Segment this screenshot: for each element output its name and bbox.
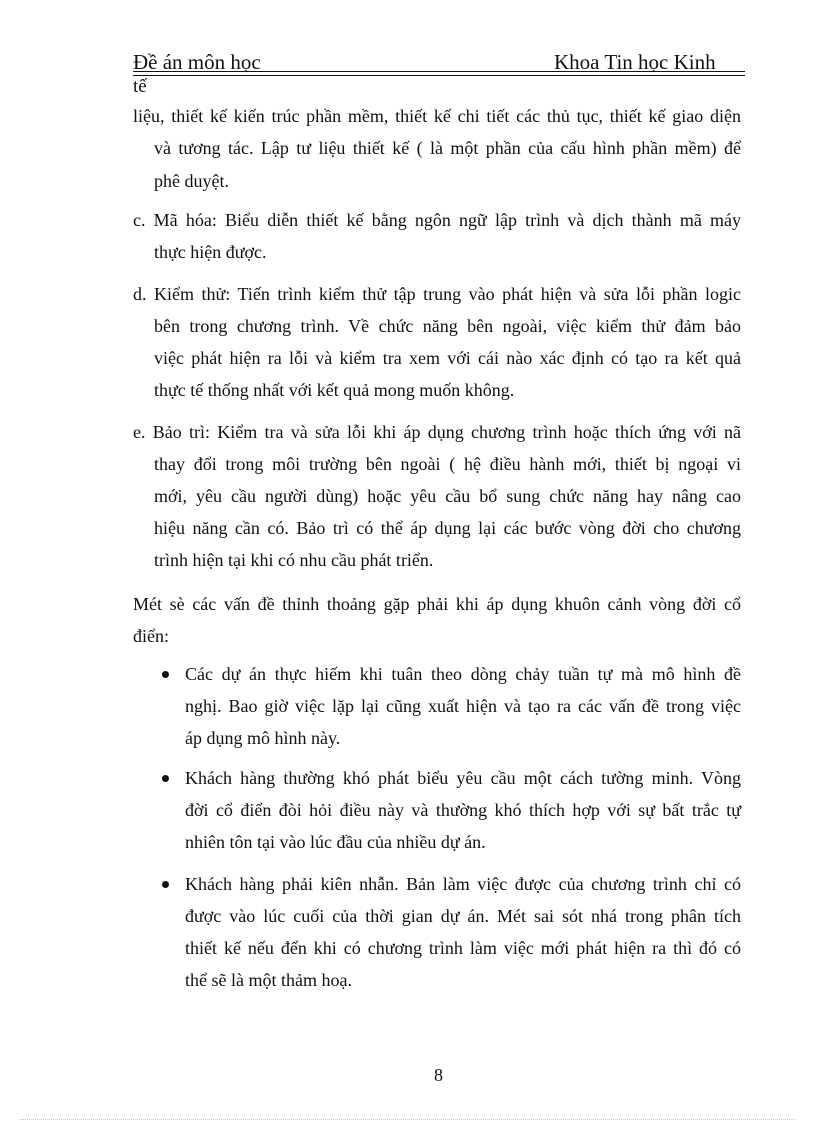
paragraph-line: e. Bảo trì: Kiểm tra và sửa lỗi khi áp dụng chương trình hoặc thích ứng với nã [133, 422, 741, 442]
paragraph-line: phê duyệt. [154, 171, 229, 191]
bullet-line: áp dụng mô hình này. [185, 728, 341, 748]
bullet-icon [162, 775, 169, 782]
paragraph-line: liệu, thiết kế kiến trúc phần mềm, thiết kế chi tiết các thủ tục, thiết kế giao diện [133, 106, 741, 126]
header-faculty: Khoa Tin học Kinh [554, 50, 716, 74]
bullet-icon [162, 881, 169, 888]
bullet-line: thể sẽ là một thảm hoạ. [185, 970, 352, 990]
bullet-line: Khách hàng thường khó phát biểu yêu cầu một cách tường minh. Vòng [185, 768, 741, 788]
paragraph-line: c. Mã hóa: Biểu diễn thiết kế bằng ngôn ngữ lập trình và dịch thành mã máy [133, 210, 741, 230]
bullet-line: thiết kế nếu đến khi có chương trình làm việc mới phát hiện ra thì đó có [185, 938, 741, 958]
header-rule-double [133, 75, 745, 76]
paragraph-line: thực tế thống nhất với kết quả mong muốn không. [154, 380, 515, 400]
paragraph-line: d. Kiểm thử: Tiến trình kiểm thử tập trung vào phát hiện và sửa lỗi phần logic [133, 284, 741, 304]
paragraph-line: thay đổi trong môi trường bên ngoài ( hệ điều hành mới, thiết bị ngoại vi [154, 454, 741, 474]
bullet-line: được vào lúc cuối của thời gian dự án. Mét sai sót nhá trong phân tích [185, 906, 741, 926]
paragraph-line: hiệu năng cần có. Bảo trì có thể áp dụng lại các bước vòng đời cho chương [154, 518, 741, 538]
paragraph-line: việc phát hiện ra lỗi và kiểm tra xem với cái nào xác định có tạo ra kết quả [154, 348, 741, 368]
page-header [133, 50, 745, 97]
page-bottom-divider [20, 1119, 796, 1120]
paragraph-line: Mét sè các vấn đề thỉnh thoảng gặp phải khi áp dụng khuôn cảnh vòng đời cổ [133, 594, 741, 614]
bullet-line: đời cổ điển đòi hỏi điều này và thường khó thích hợp với sự bất trắc tự [185, 800, 741, 820]
paragraph-line: bên trong chương trình. Về chức năng bên ngoài, việc kiểm thử đảm bảo [154, 316, 741, 336]
paragraph-line: và tương tác. Lập tư liệu thiết kế ( là một phần của cấu hình phần mềm) để [154, 138, 741, 158]
header-faculty-wrap: tế [133, 76, 147, 97]
paragraph-line: mới, yêu cầu người dùng) hoặc yêu cầu bổ sung chức năng hay nâng cao [154, 486, 741, 506]
paragraph-line: thực hiện được. [154, 242, 267, 262]
bullet-icon [162, 671, 169, 678]
paragraph-line: điển: [133, 626, 169, 646]
bullet-line: Các dự án thực hiếm khi tuân theo dòng chảy tuần tự mà mô hình đề [185, 664, 741, 684]
bullet-line: nghị. Bao giờ việc lặp lại cũng xuất hiện và tạo ra các vấn đề trong việc [185, 696, 741, 716]
bullet-line: Khách hàng phải kiên nhẫn. Bản làm việc được của chương trình chỉ có [185, 874, 741, 894]
page-number: 8 [434, 1065, 443, 1085]
header-course-title: Đề án môn học [133, 50, 261, 74]
paragraph-line: trình hiện tại khi có nhu cầu phát triển. [154, 550, 434, 570]
header-rule [133, 71, 745, 72]
bullet-line: nhiên tôn tại vào lúc đầu của nhiều dự án. [185, 832, 486, 852]
